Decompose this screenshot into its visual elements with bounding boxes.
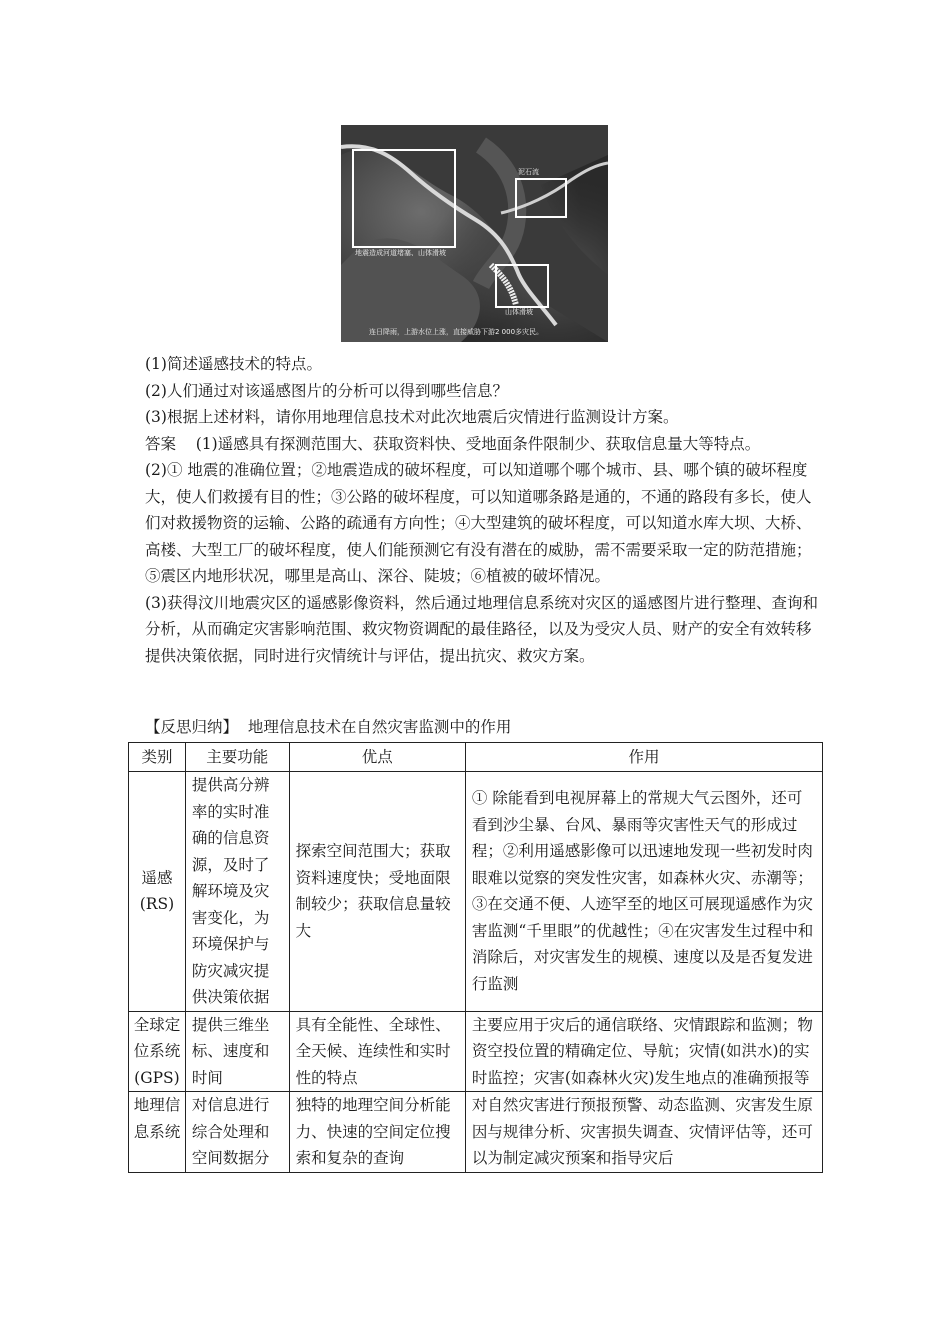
row-category: 地理信息系统 [129,1092,186,1173]
row-function: 提供高分辨率的实时准确的信息资源，及时了解环境及灾害变化，为环境保护与防灾减灾提供决策依据 [185,772,289,1012]
reflection-heading [145,714,825,741]
row-advantage: 独特的地理空间分析能力、快速的空间定位搜索和复杂的查询 [289,1092,465,1173]
table-row [129,1092,823,1173]
row-function: 提供三维坐标、速度和时间 [185,1011,289,1092]
image-caption: 连日降雨，上游水位上涨，直接威胁下游2 000多灾民。 [369,328,544,336]
reflection-title: 地理信息技术在自然灾害监测中的作用 [247,718,512,736]
answer-1 [145,431,825,458]
header-role: 作用 [465,743,822,772]
debris-flow-label: 泥石流 [518,168,539,176]
reflection-tag: 【反思归纳】 [145,718,239,736]
row-advantage: 具有全能性、全球性、全天候、连续性和实时性的特点 [289,1011,465,1092]
satellite-image [341,125,608,342]
summary-table [128,742,823,1173]
row-function: 对信息进行综合处理和空间数据分 [185,1092,289,1173]
row-advantage: 探索空间范围大；获取资料速度快；受地面限制较少；获取信息量较大 [289,772,465,1012]
header-category: 类别 [129,743,186,772]
row-category: 全球定位系统(GPS) [129,1011,186,1092]
table-row [129,772,823,1012]
satellite-terrain-graphic [341,125,608,342]
answer-label: 答案 [145,434,177,453]
question-2: (2)人们通过对该遥感图片的分析可以得到哪些信息？ [145,381,508,400]
row-role: 对自然灾害进行预报预警、动态监测、灾害发生原因与规律分析、灾害损失调查、灾情评估等，还可以为制定减灾预案和指导灾后 [465,1092,822,1173]
answer-3: (3)获得汶川地震灾区的遥感影像资料，然后通过地理信息系统对灾区的遥感图片进行整理、查询和分析，从而确定灾害影响范围、救灾物资调配的最佳路径，以及为受灾人员、财产的安全有效转移提供决策依据，同时进行灾情统计与评估，提出抗灾、救灾方案。 [145,593,818,665]
header-advantage: 优点 [289,743,465,772]
header-function: 主要功能 [185,743,289,772]
answer-2: (2)① 地震的准确位置；②地震造成的破坏程度，可以知道哪个哪个城市、县、哪个镇的破坏程度大，使人们救援有目的性；③公路的破坏程度，可以知道哪条路是通的，不通的路段有多长，使人们对救援物资的运输、公路的疏通有方向性；④大型建筑的破坏程度，可以知道水库大坝、大桥、高楼、大型工厂的破坏程度，使人们能预测它有没有潜在的威胁，需不需要采取一定的防范措施；⑤震区内地形状况，哪里是高山、深谷、陡坡；⑥植被的破坏情况。 [145,461,812,585]
row-category: 遥感(RS) [129,772,186,1012]
question-1: (1)简述遥感技术的特点。 [145,355,322,373]
row-role: 主要应用于灾后的通信联络、灾情跟踪和监测；物资空投位置的精确定位、导航；灾情(如洪水)的实时监控；灾害(如森林火灾)发生地点的准确预报等 [465,1011,822,1092]
questions [145,351,825,669]
landslide-label: 山体滑坡 [505,308,533,316]
table-row [129,1011,823,1092]
answer-1-text: (1)遥感具有探测范围大、获取资料快、受地面条件限制少、获取信息量大等特点。 [195,434,761,453]
question-3: (3)根据上述材料，请你用地理信息技术对此次地震后灾情进行监测设计方案。 [145,408,679,426]
table-header-row [129,743,823,772]
blockage-label: 地震造成河道堵塞、山体滑坡 [355,249,446,257]
row-role: ① 除能看到电视屏幕上的常规大气云图外，还可看到沙尘暴、台风、暴雨等灾害性天气的形成过程；②利用遥感影像可以迅速地发现一些初发时肉眼难以觉察的突发性灾害，如森林火灾、赤潮等；③在交通不便、人迹罕至的地区可展现遥感作为灾害监测“千里眼”的优越性；④在灾害发生过程中和消除后，对灾害发生的规模、速度以及是否复发进行监测 [465,772,822,1012]
